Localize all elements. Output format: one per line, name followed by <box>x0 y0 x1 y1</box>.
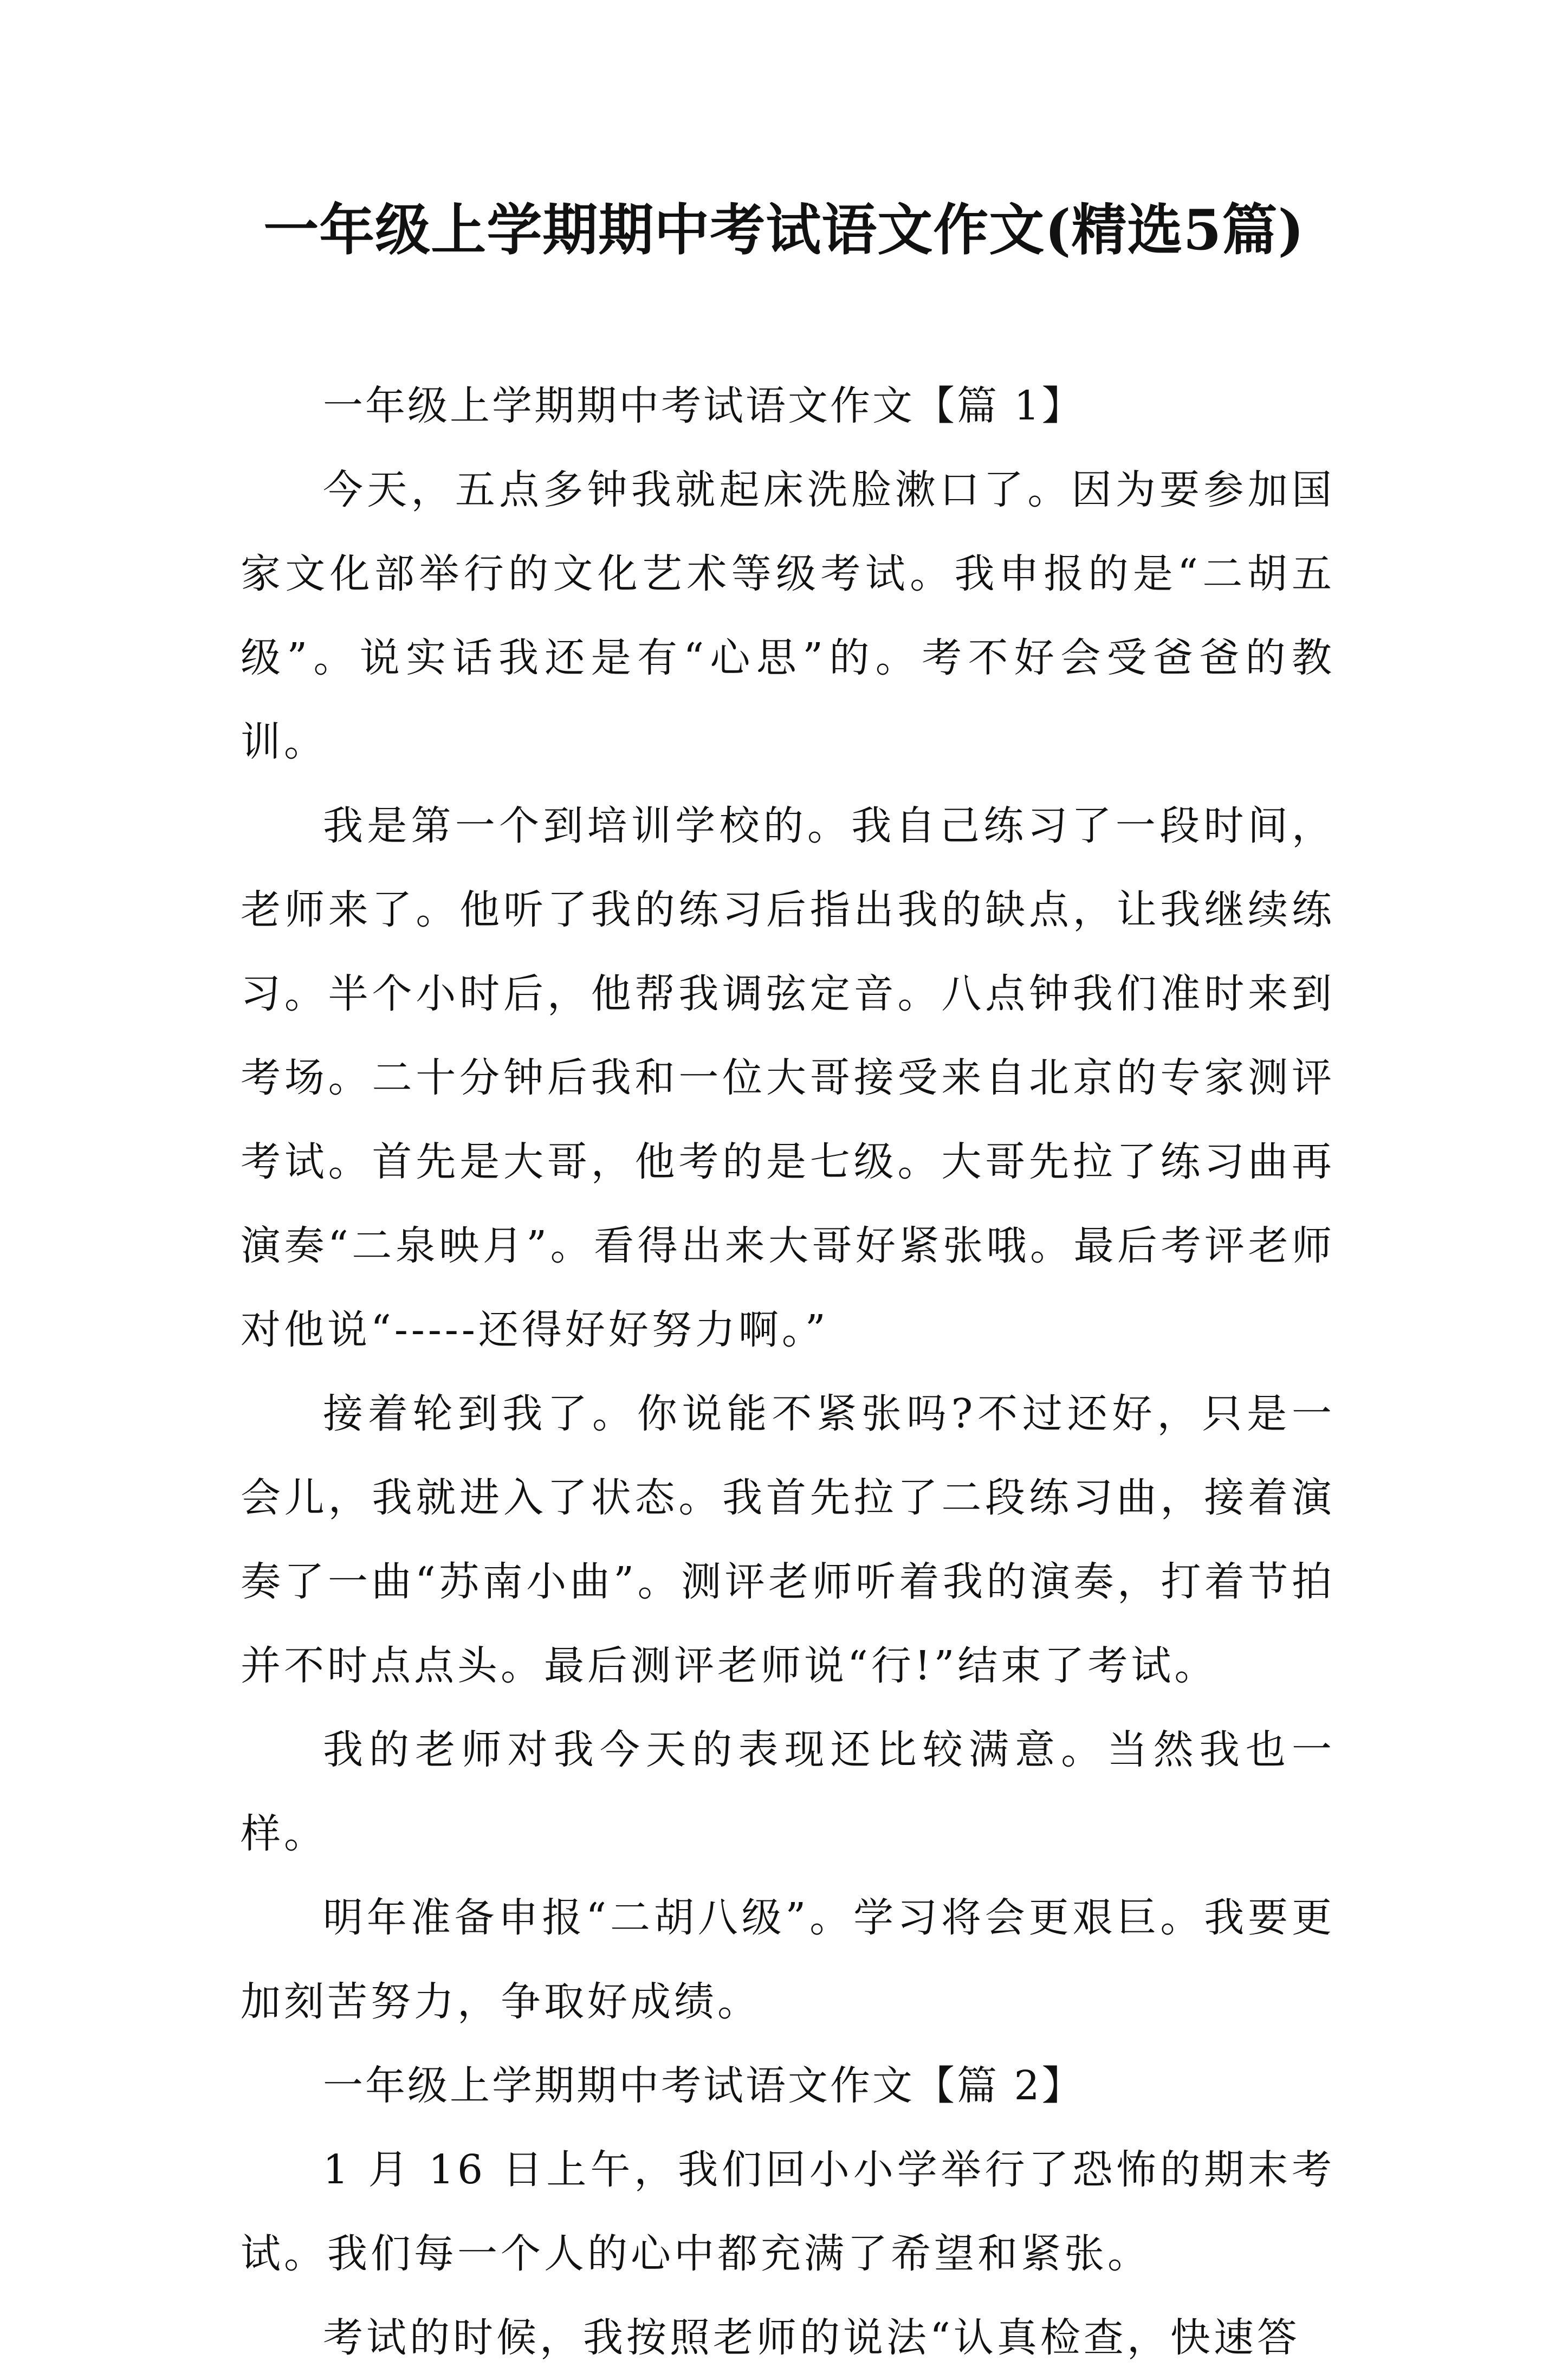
paragraph: 我是第一个到培训学校的。我自己练习了一段时间，老师来了。他听了我的练习后指出我的缺点，让我继续练习。半个小时后，他帮我调弦定音。八点钟我们准时来到考场。二十分钟后我和一位大哥接受来自北京的专家测评考试。首先是大哥，他考的是七级。大哥先拉了练习曲再演奏“二泉映月”。看得出来大哥好紧张哦。最后考评老师对他说“-----还得好好努力啊。” <box>241 803 1335 1353</box>
paragraph: 今天，五点多钟我就起床洗脸漱口了。因为要参加国家文化部举行的文化艺术等级考试。我申报的是“二胡五级”。说实话我还是有“心思”的。考不好会受爸爸的教训。 <box>241 467 1335 765</box>
paragraph: 1 月 16 日上午，我们回小小学举行了恐怖的期末考试。我们每一个人的心中都充满了希望和紧张。 <box>241 2146 1335 2277</box>
section-heading-2: 一年级上学期期中考试语文作文【篇 2】 <box>323 2062 1084 2109</box>
paragraph: 明年准备申报“二胡八级”。学习将会更艰巨。我要更加刻苦努力，争取好成绩。 <box>241 1894 1335 2025</box>
paragraph: 接着轮到我了。你说能不紧张吗?不过还好，只是一会儿，我就进入了状态。我首先拉了二段练习曲，接着演奏了一曲“苏南小曲”。测评老师听着我的演奏，打着节拍并不时点点头。最后测评老师说“行!”结束了考试。 <box>241 1391 1335 1689</box>
paragraph: 考试的时候，我按照老师的说法“认真检查，快速答 <box>323 2314 1300 2361</box>
paragraph: 我的老师对我今天的表现还比较满意。当然我也一样。 <box>241 1726 1335 1857</box>
document-title: 一年级上学期期中考试语文作文(精选5篇) <box>263 198 1305 263</box>
document-body <box>241 364 1335 2380</box>
section-heading-1: 一年级上学期期中考试语文作文【篇 1】 <box>323 383 1084 429</box>
